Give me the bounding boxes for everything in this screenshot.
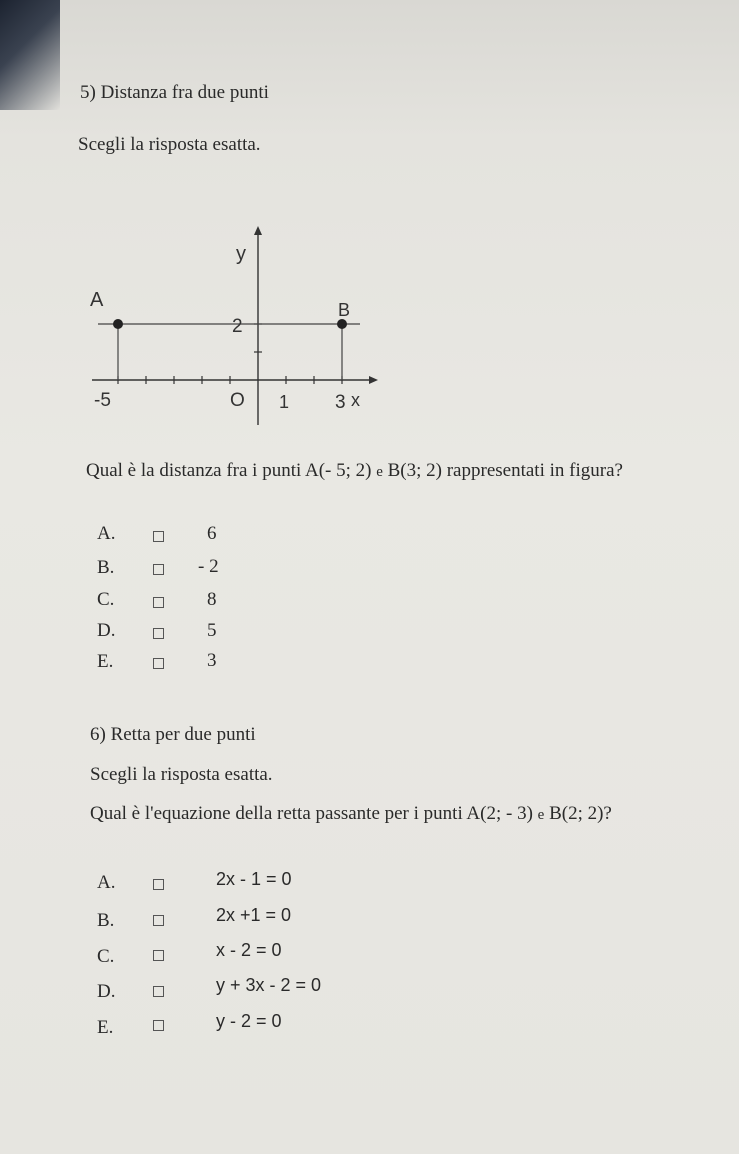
checkbox[interactable] — [153, 564, 164, 575]
checkbox[interactable] — [153, 658, 164, 669]
tick-label-3: 3 — [335, 392, 346, 413]
q5-question: Qual è la distanza fra i punti A(- 5; 2) e B(3; 2) rappresentati in figura? — [86, 460, 623, 481]
y-axis-arrow — [254, 226, 262, 235]
checkbox[interactable] — [153, 597, 164, 608]
checkbox[interactable] — [153, 1020, 164, 1031]
x-axis-arrow — [369, 376, 378, 384]
tick-label-origin: O — [230, 390, 245, 411]
tick-label-neg5: -5 — [94, 390, 111, 411]
q6-title: 6) Retta per due punti — [90, 724, 256, 745]
label-b: B — [338, 300, 351, 320]
checkbox[interactable] — [153, 531, 164, 542]
label-a: A — [90, 289, 104, 311]
checkbox[interactable] — [153, 879, 164, 890]
label-y: y — [236, 243, 246, 265]
point-b — [337, 319, 347, 329]
photo-shadow — [0, 0, 60, 110]
q6-instruction: Scegli la risposta esatta. — [90, 764, 273, 785]
checkbox[interactable] — [153, 950, 164, 961]
checkbox[interactable] — [153, 986, 164, 997]
q6-question: Qual è l'equazione della retta passante per i punti A(2; - 3) e B(2; 2)? — [90, 803, 612, 824]
label-x: x — [351, 390, 360, 410]
tick-label-1: 1 — [279, 392, 290, 412]
q5-title: 5) Distanza fra due punti — [80, 82, 269, 103]
tick-label-2: 2 — [232, 316, 243, 337]
point-a — [113, 319, 123, 329]
checkbox[interactable] — [153, 628, 164, 639]
coordinate-figure — [80, 220, 390, 435]
checkbox[interactable] — [153, 915, 164, 926]
q5-instruction: Scegli la risposta esatta. — [78, 134, 261, 155]
